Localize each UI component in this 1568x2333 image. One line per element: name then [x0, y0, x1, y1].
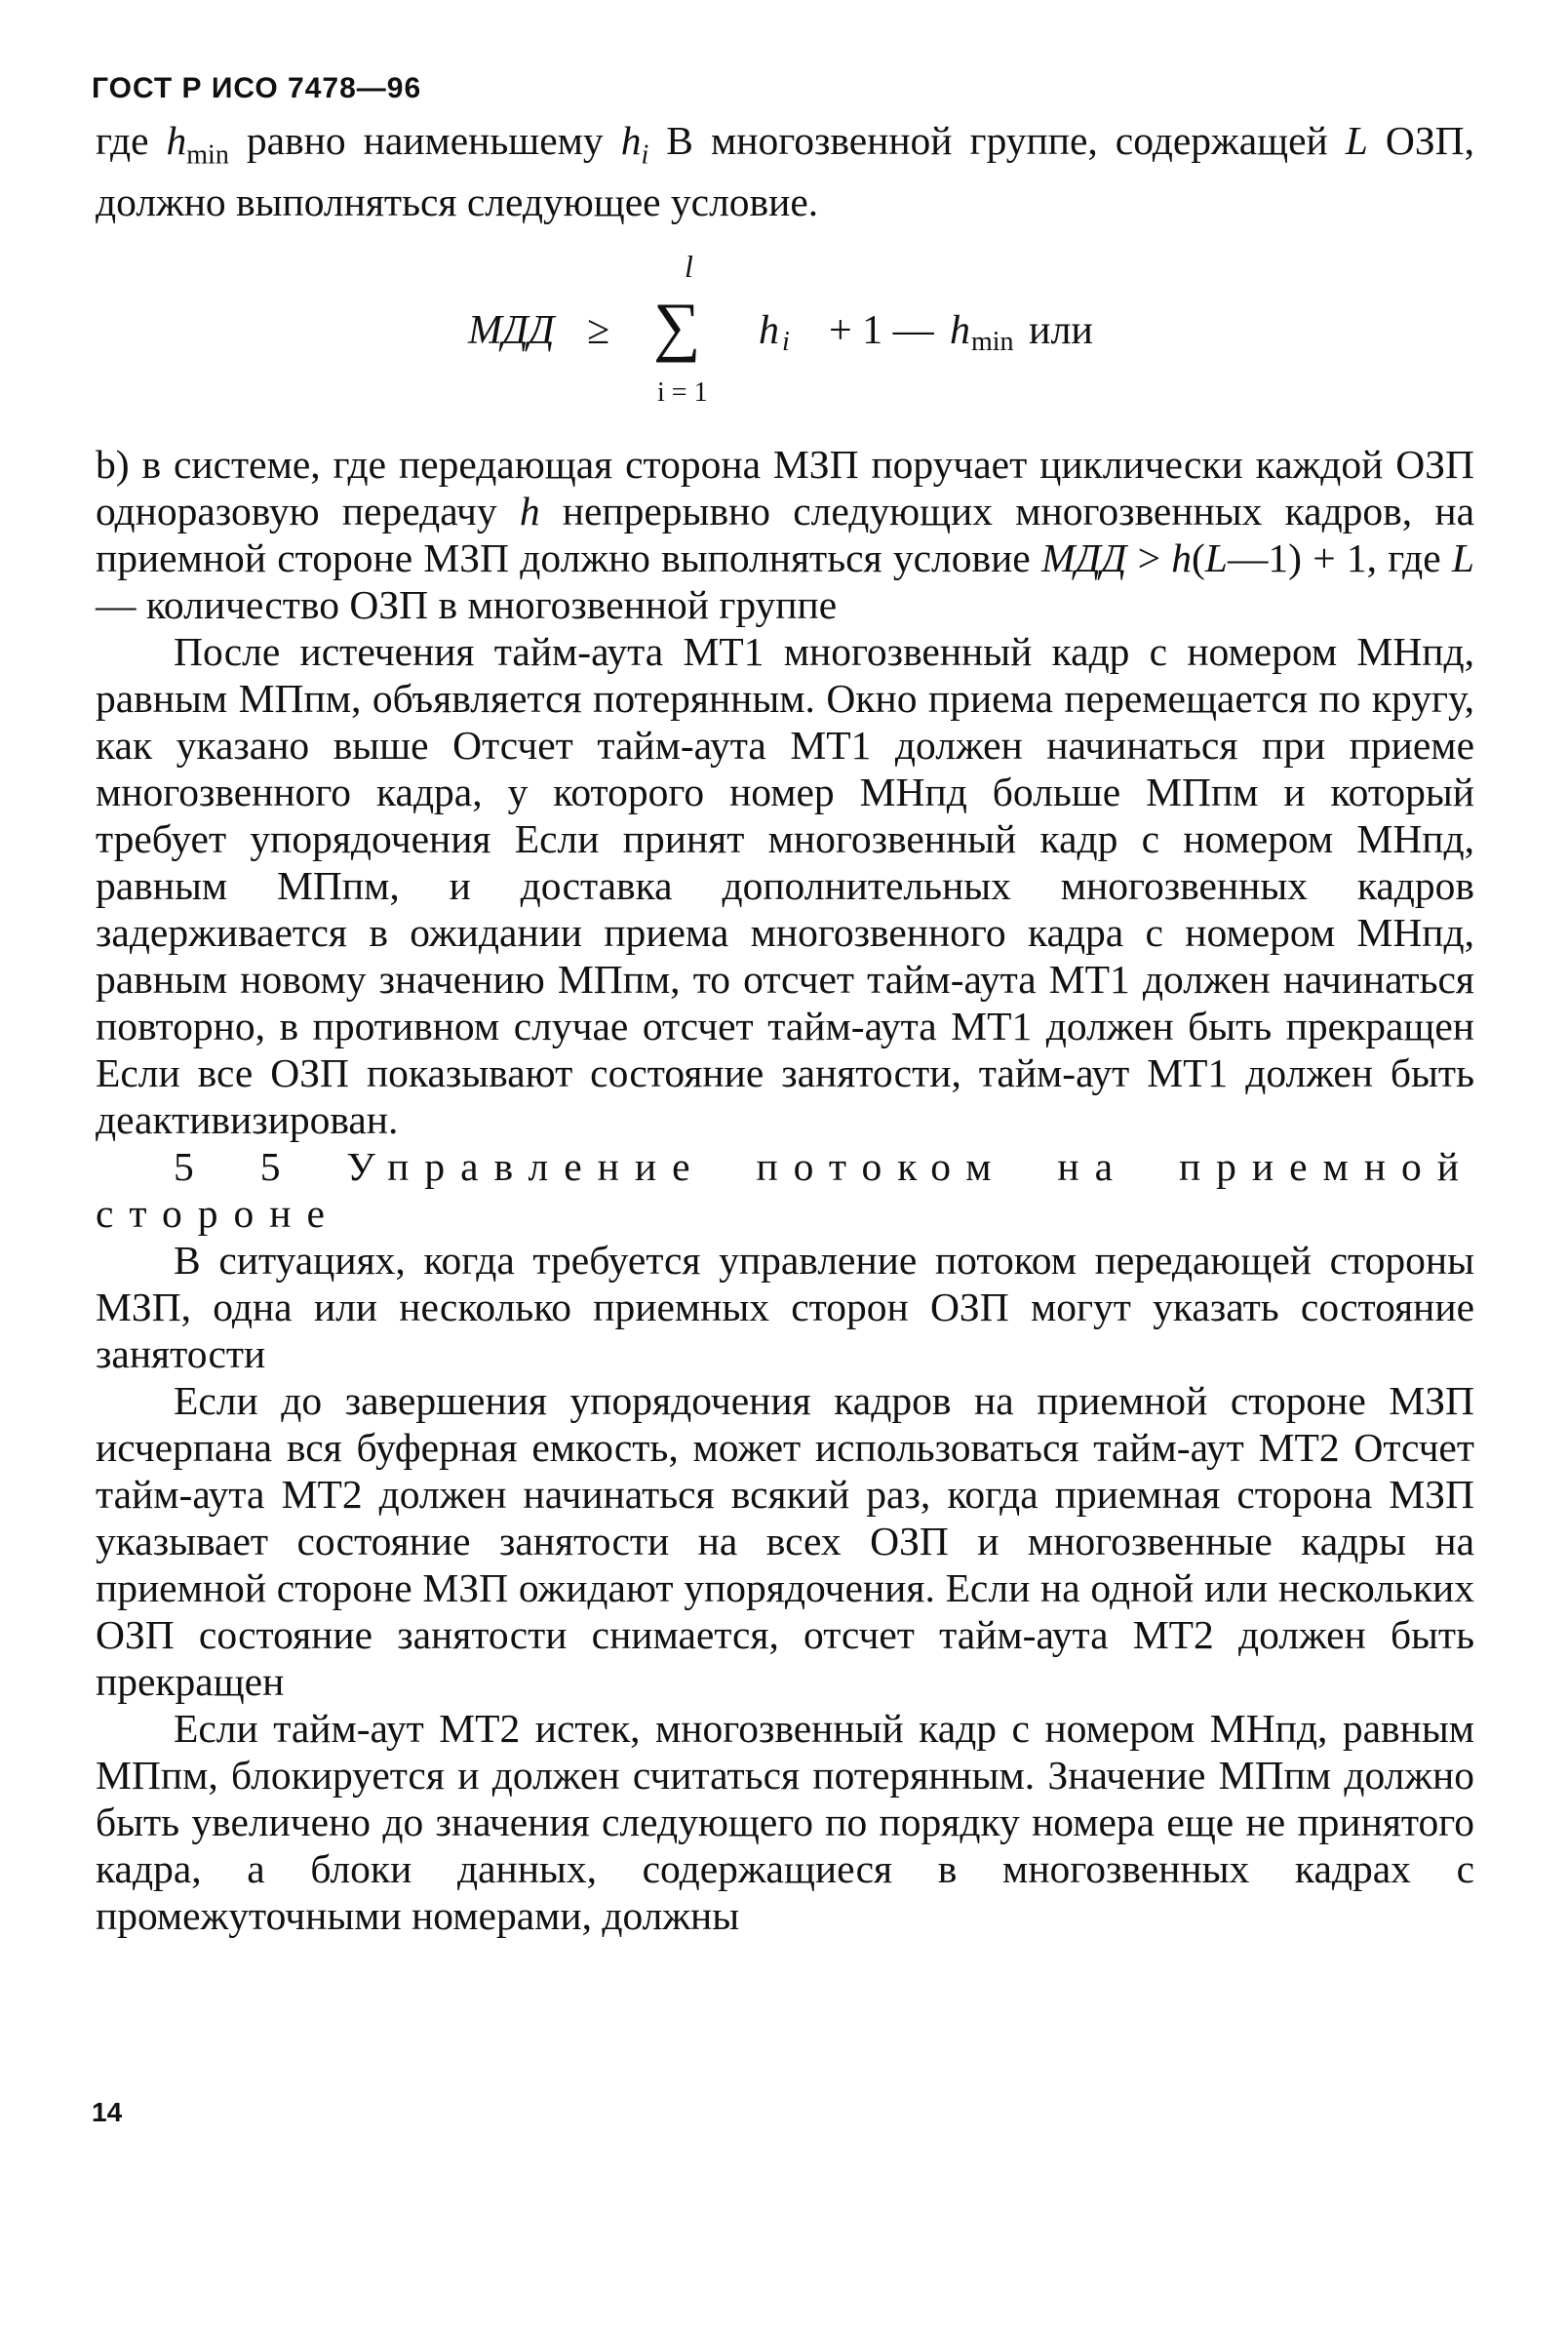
formula-geq: ≥	[587, 308, 610, 353]
page-header: ГОСТ Р ИСО 7478—96	[92, 72, 422, 104]
sum-upper-limit: l	[685, 249, 693, 284]
intro-paragraph	[96, 117, 1474, 225]
intro-text: где $h_{min}$ равно наименьшему $h_i$ В многозвенной группе, содержащей L ОЗП, должно выполняться следующее условие.	[96, 118, 1475, 225]
page-number: 14	[92, 2097, 123, 2127]
formula-h2: h	[950, 308, 970, 353]
sigma-symbol: ∑	[653, 289, 701, 363]
formula-ili: или	[1029, 308, 1093, 353]
formula-h: h	[759, 308, 779, 353]
paragraph-timeout-mt1: После истечения тайм-аута МТ1 многозвенный кадр с номером МНпд, равным МПпм, объявляется потерянным. Окно приема перемещается по кругу, как указано выше Отсчет тайм-аута МТ1 должен начинаться при приеме многозвенного кадра, у которого номер МНпд больше МПпм и который требует упорядочения Если принят многозвенный кадр с номером МНпд, равным МПпм, и доставка дополнительных многозвенных кадров задерживается в ожидании приема многозвенного кадра с номером МНпд, равным новому значению МПпм, то отсчет тайм-аута МТ1 должен начинаться повторно, в противном случае отсчет тайм-аута МТ1 должен быть прекращен Если все ОЗП показывают состояние занятости, тайм-аут МТ1 должен быть деактивизирован.	[96, 629, 1474, 1142]
main-text	[96, 441, 1474, 1939]
paragraph-buffer: Если до завершения упорядочения кадров на приемной стороне МЗП исчерпана вся буферная емкость, может использоваться тайм-аут МТ2 Отсчет тайм-аута МТ2 должен начинаться всякий раз, когда приемная сторона МЗП указывает состояние занятости на всех ОЗП и многозвенные кадры на приемной стороне МЗП ожидают упорядочения. Если на одной или нескольких ОЗП состояние занятости снимается, отсчет тайм-аута МТ2 должен быть прекращен	[96, 1378, 1474, 1704]
paragraph-flow-control: В ситуациях, когда требуется управление потоком передающей стороны МЗП, одна или несколько приемных сторон ОЗП могут указать состояние занятости	[96, 1238, 1474, 1376]
formula-lhs: МДД	[468, 308, 555, 353]
paragraph-timeout-mt2: Если тайм-аут МТ2 истек, многозвенный кадр с номером МНпд, равным МПпм, блокируется и должен считаться потерянным. Значение МПпм должно быть увеличено до значения следующего по порядку номера еще не принятого кадра, а блоки данных, содержащиеся в многозвенных кадрах с промежуточными номерами, должны	[96, 1706, 1474, 1938]
section-heading: 5 5 Управление потоком на приемной стороне	[96, 1144, 1474, 1236]
formula-plus-minus: + 1 —	[829, 308, 934, 353]
paragraph-b: b) в системе, где передающая сторона МЗП поручает циклически каждой ОЗП одноразовую передачу h непрерывно следующих многозвенных кадров, на приемной стороне МЗП должно выполняться условие МДД > h(L—1) + 1, где L — количество ОЗП в многозвенной группе	[96, 442, 1475, 627]
formula-i-subscript: i	[782, 327, 790, 357]
condition-formula	[468, 249, 1151, 419]
sum-lower-limit: i = 1	[657, 377, 708, 408]
formula-min-subscript: min	[971, 327, 1014, 357]
